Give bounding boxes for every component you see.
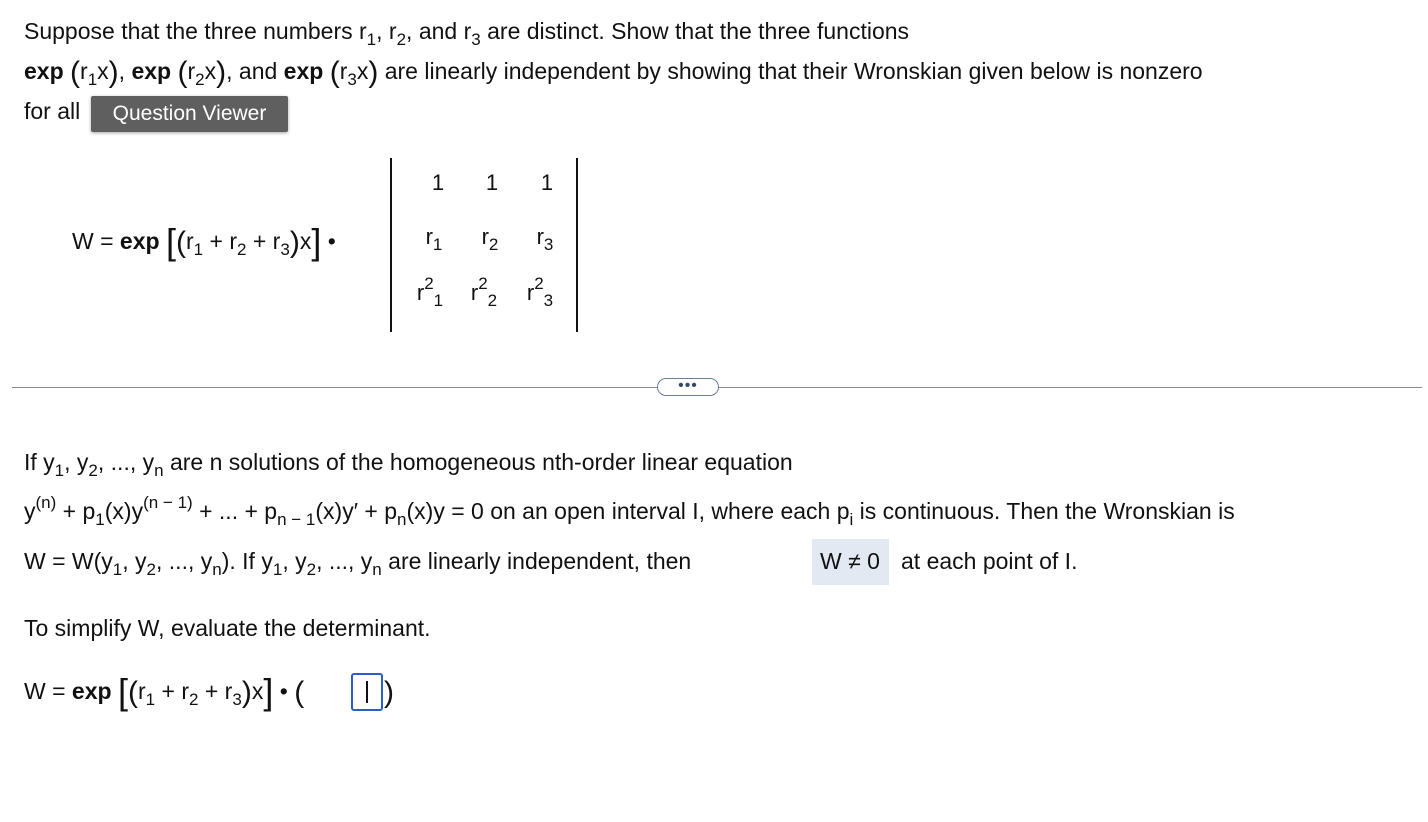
hint-line-1: If $y_1$, $y_2$, ..., $y_n$ are n solutions of the homogeneous nth-order linear equation	[24, 449, 793, 480]
problem-line-1: Suppose that the three numbers $r_1$, $r_2$, and $r_3$ are distinct. Show that the three functions	[24, 18, 910, 49]
hint-line-3: $W = W(y_1$, $y_2$, ..., $y_n$). If $y_1$, $y_2$, ..., $y_n$ are linearly independent, then	[24, 548, 692, 579]
question-viewer-tooltip: Question Viewer	[91, 96, 288, 132]
matrix-cell: $r_2$	[481, 224, 499, 254]
answer-input[interactable]	[351, 673, 383, 711]
matrix-cell: $r^2_2$	[470, 274, 498, 310]
problem-line-3: for all	[24, 98, 81, 124]
wronskian-determinant	[390, 158, 578, 332]
answer-close-paren: )	[384, 676, 394, 709]
matrix-cell: $r^2_3$	[526, 274, 554, 310]
hint-line-2: $y^{(n)} + p_1(x)y^{(n - 1)}$ + ... + $p_{n - 1}(x)y' + p_n(x)y = 0$ on an open interval I, where each $p_i$ is continuous. Then the Wronskian is	[24, 493, 1235, 529]
matrix-cell: $r_3$	[536, 224, 554, 254]
answer-expression: $W = \exp [(r_1 + r_2 + r_3)x]$ • (	[24, 671, 305, 712]
instruction-text: To simplify W, evaluate the determinant.	[24, 615, 431, 641]
matrix-cell: $r_1$	[425, 224, 443, 254]
hint-line-3-end: at each point of I.	[901, 548, 1078, 574]
wronskian-expression: $W = \exp [(r_1 + r_2 + r_3)x]$ •	[72, 221, 336, 262]
matrix-cell: 1	[540, 170, 554, 195]
problem-line-2: $\exp (r_1x)$, $\exp (r_2x)$, and $\exp (r_3x)$ are linearly independent by showing that their Wronskian given below is nonzero	[24, 56, 1203, 89]
matrix-cell: 1	[431, 170, 445, 195]
highlight-text: W ≠ 0	[820, 548, 880, 574]
expand-more-button[interactable]: •••	[657, 378, 719, 396]
matrix-cell: $r^2_1$	[416, 274, 444, 310]
matrix-cell: 1	[485, 170, 499, 195]
